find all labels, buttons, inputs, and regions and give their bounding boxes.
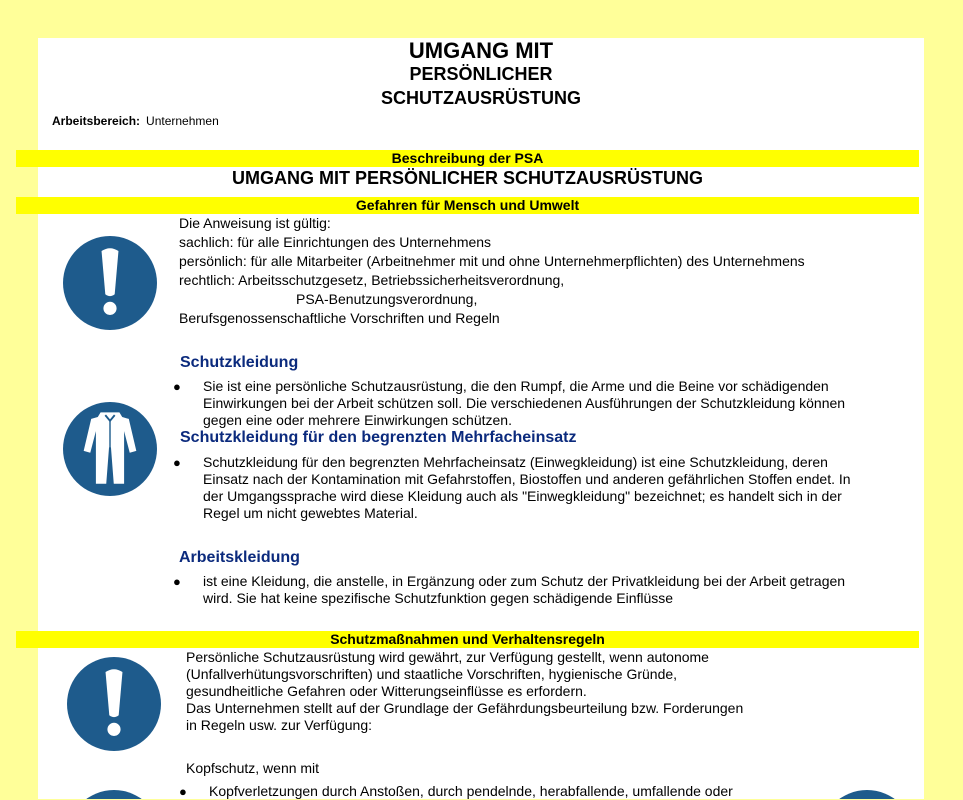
validity-line-3: persönlich: für alle Mitarbeiter (Arbeitnehmer mit und ohne Unternehmerpflichten) des Unternehmens: [179, 253, 805, 269]
clothing-bullet-2-line-3: der Umgangssprache wird diese Kleidung auch als "Einwegkleidung" bezeichnet; es handelt sich in der: [203, 488, 842, 504]
title-line-2: PERSÖNLICHER: [409, 64, 553, 84]
work-clothing-heading: Arbeitskleidung: [179, 549, 300, 566]
clothing-bullet-1-line-3: gegen eine oder mehrere Einwirkungen schützen.: [203, 412, 512, 428]
work-area-label: Arbeitsbereich:: [52, 114, 141, 128]
clothing-bullet-2-line-2: Einsatz nach der Kontamination mit Gefahrstoffen, Biostoffen und anderen gefährlichen Stoffen endet. In: [203, 471, 851, 487]
clothing-bullet-1-line-1: Sie ist eine persönliche Schutzausrüstung, die den Rumpf, die Arme und die Beine vor schädigenden: [203, 378, 829, 394]
hazards-band: Gefahren für Mensch und Umwelt: [16, 197, 919, 214]
helmet-mandatory-icon: [67, 790, 161, 799]
clothing-bullet-3-line-2: wird. Sie hat keine spezifische Schutzfunktion gegen schädigende Einflüsse: [203, 590, 674, 606]
validity-line-4: rechtlich: Arbeitsschutzgesetz, Betriebssicherheitsverordnung,: [179, 272, 565, 288]
measures-line-5: in Regeln usw. zur Verfügung:: [186, 717, 373, 733]
measures-line-2: (Unfallverhütungsvorschriften) und staatliche Vorschriften, hygienische Gründe,: [186, 666, 678, 682]
title-line-1: UMGANG MIT: [408, 38, 554, 63]
work-area-value: Unternehmen: [146, 114, 219, 128]
limited-use-clothing-heading: Schutzkleidung für den begrenzten Mehrfacheinsatz: [180, 429, 577, 446]
work-area: [52, 114, 219, 128]
validity-line-6: Berufsgenossenschaftliche Vorschriften und Regeln: [179, 310, 500, 326]
validity-line-1: Die Anweisung ist gültig:: [179, 215, 331, 231]
clothing-bullet-3-line-1: ist eine Kleidung, die anstelle, in Ergänzung oder zum Schutz der Privatkleidung bei der Arbeit getragen: [203, 573, 846, 589]
mandatory-sign-icon: [820, 790, 914, 799]
head-protection-bullet-text: Kopfverletzungen durch Anstoßen, durch pendelnde, herabfallende, umfallende oder: [209, 783, 733, 799]
clothing-bullet-2-line-4: Regel um nicht gewebtes Material.: [203, 505, 418, 521]
clothing-bullet-1-line-2: Einwirkungen bei der Arbeit schützen soll. Die verschiedenen Ausführungen der Schutzkleidung können: [203, 395, 846, 411]
validity-line-5: PSA-Benutzungsverordnung,: [296, 291, 478, 307]
measures-band: Schutzmaßnahmen und Verhaltensregeln: [16, 631, 919, 648]
head-protection-text: Kopfschutz, wenn mit: [186, 760, 320, 776]
clothing-heading: Schutzkleidung: [180, 354, 299, 371]
description-title: UMGANG MIT PERSÖNLICHER SCHUTZAUSRÜSTUNG: [232, 168, 703, 188]
exclamation-mandatory-icon: [63, 236, 157, 330]
measures-line-4: Das Unternehmen stellt auf der Grundlage der Gefährdungsbeurteilung bzw. Forderungen: [186, 700, 744, 716]
description-band: Beschreibung der PSA: [16, 150, 919, 167]
measures-line-1: Persönliche Schutzausrüstung wird gewährt, zur Verfügung gestellt, wenn autonome: [186, 649, 709, 665]
clothing-bullet-2-line-1: Schutzkleidung für den begrenzten Mehrfacheinsatz (Einwegkleidung) ist eine Schutzkleidung, deren: [203, 454, 828, 470]
exclamation-mandatory-icon: [67, 657, 161, 751]
protective-suit-icon: [63, 402, 157, 496]
measures-line-3: gesundheitliche Gefahren oder Witterungseinflüsse es erfordern.: [186, 683, 587, 699]
validity-line-2: sachlich: für alle Einrichtungen des Unternehmens: [179, 234, 492, 250]
title-line-3: SCHUTZAUSRÜSTUNG: [381, 88, 581, 108]
